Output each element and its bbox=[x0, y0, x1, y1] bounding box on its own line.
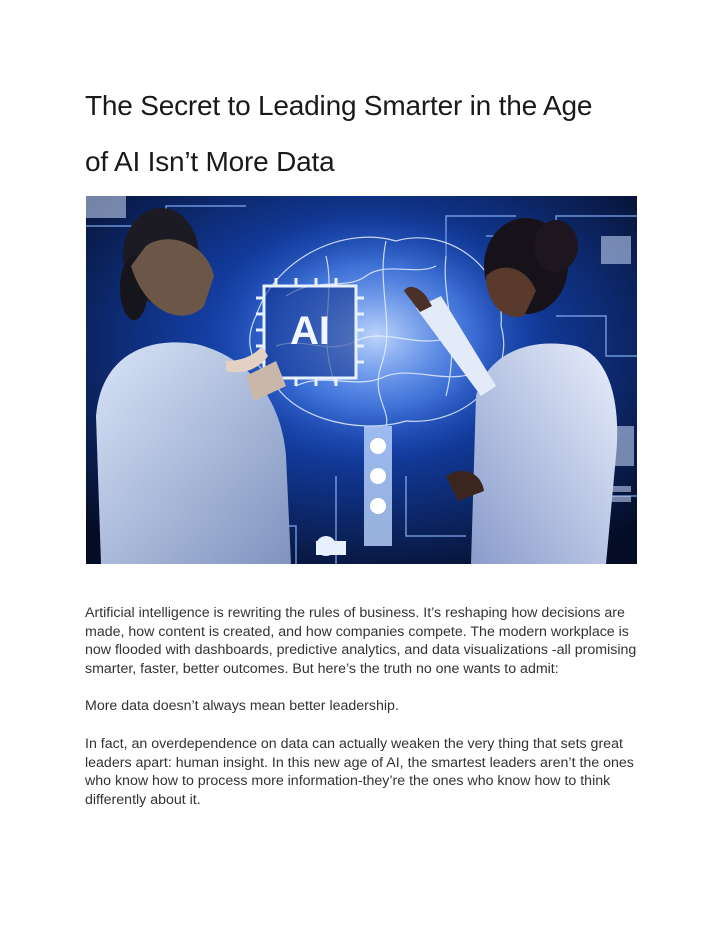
article-body bbox=[85, 604, 645, 828]
paragraph-insight: In fact, an overdependence on data can actually weaken the very thing that sets great leaders apart: human insight. In this new age of AI, the smartest leaders aren’t the ones who know how to process more information-they’re the ones who know how to think differently about it. bbox=[85, 735, 634, 808]
paragraph-thesis: More data doesn’t always mean better leadership. bbox=[85, 698, 399, 715]
article-title-line-2: of AI Isn’t More Data bbox=[85, 146, 335, 177]
hero-illustration bbox=[86, 196, 637, 564]
article-title-line-1: The Secret to Leading Smarter in the Age bbox=[85, 90, 593, 121]
article-title bbox=[85, 78, 645, 190]
ai-chip-label: AI bbox=[290, 309, 330, 353]
paragraph-intro: Artificial intelligence is rewriting the rules of business. It’s reshaping how decisions are made, how content is created, and how companies compete. The modern workplace is now flooded with dashboards, predictive analytics, and data visualizations -all promising smarter, faster, better outcomes. But here’s the truth no one wants to admit: bbox=[85, 605, 637, 677]
hero-image bbox=[86, 196, 637, 564]
